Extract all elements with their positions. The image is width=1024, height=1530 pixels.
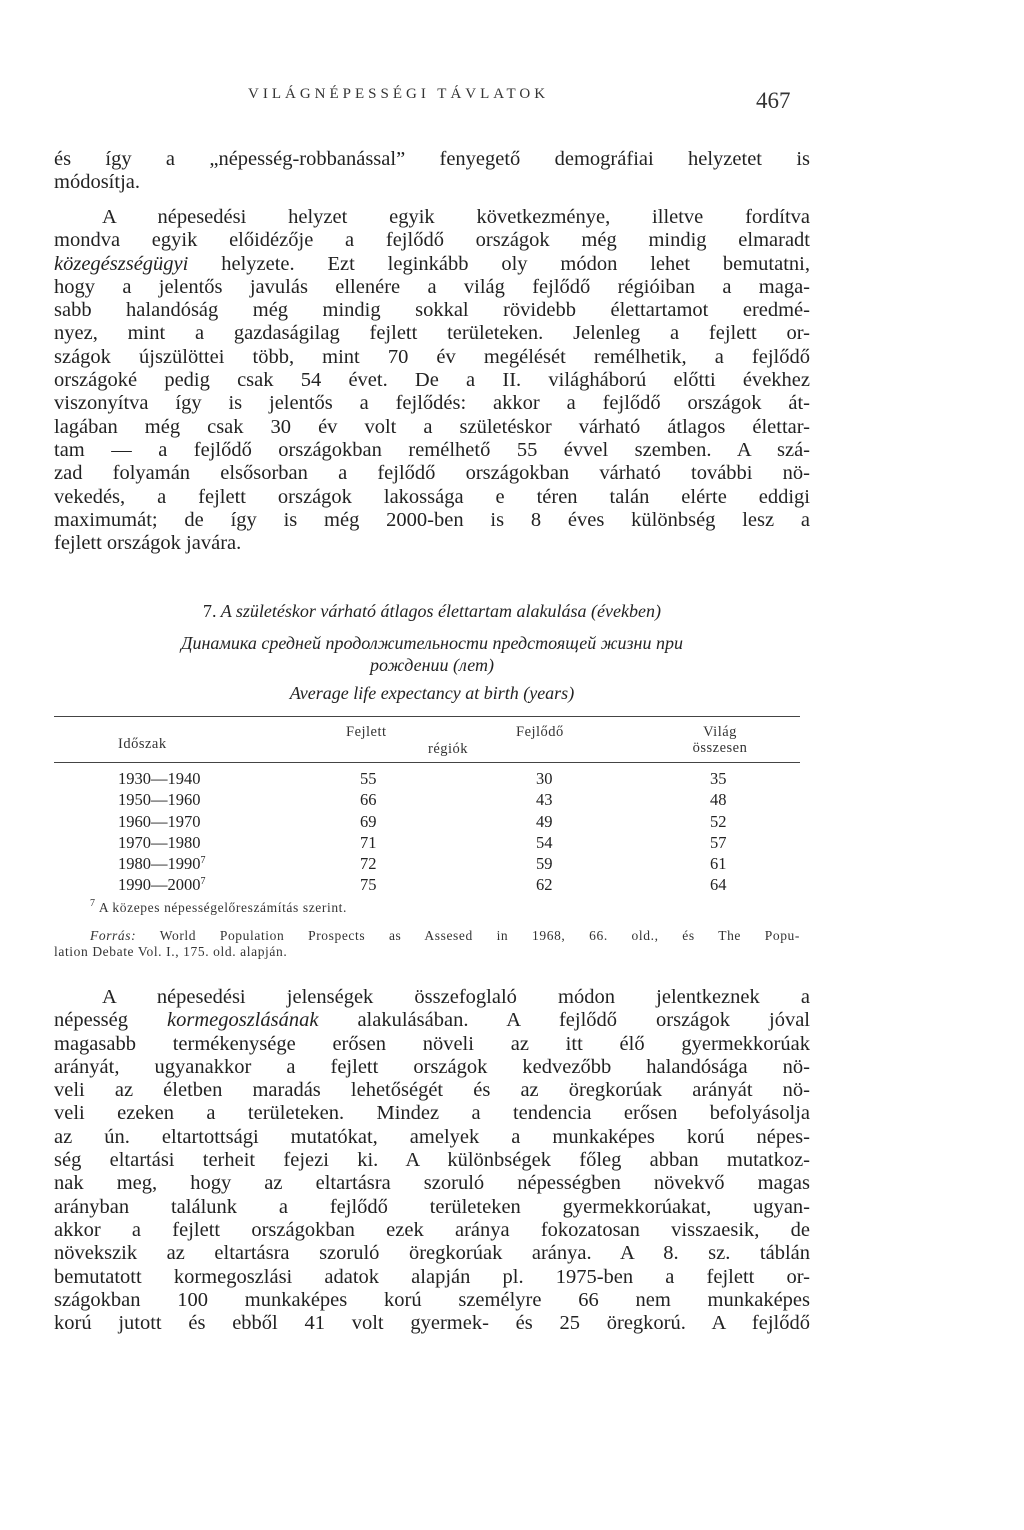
text-line: maximumát; de így is még 2000-ben is 8 éves különbség lesz a: [54, 508, 810, 531]
italic-term: kormegoszlásának: [167, 1009, 319, 1032]
text-line-rest: alakulásában. A fejlődő országok jóval: [318, 1009, 810, 1032]
column-header-world-line: Világ: [703, 724, 737, 740]
text-line: lagában még csak 30 év volt a születéskor várható átlagos élettar-: [54, 415, 810, 438]
period-footnote-mark: 7: [200, 876, 206, 888]
text-line: [54, 253, 810, 276]
text-line: nak meg, hogy az eltartásra szoruló népességben növekvő magas: [54, 1172, 810, 1195]
paragraph-2: [54, 206, 810, 555]
table-body: [54, 768, 800, 896]
table-row: [54, 789, 800, 810]
period-text: 1960—1970: [118, 811, 201, 831]
source-line: lation Debate Vol. I., 175. old. alapján.: [54, 944, 288, 959]
cell-world: 64: [710, 875, 727, 895]
column-header-regions: régiók: [428, 741, 469, 757]
table-source: [54, 928, 800, 960]
text-line-prefix: népesség: [54, 1009, 167, 1032]
text-line: vekedés, a fejlett országok lakossága e téren talán elérte eddigi: [54, 485, 810, 508]
paragraph-3: [54, 986, 810, 1335]
column-header-developed: Fejlett: [346, 724, 387, 740]
table-caption-russian: [54, 632, 810, 676]
text-line: fejlett országok javára.: [54, 532, 242, 555]
table-header-rule: [54, 762, 800, 763]
cell-world: 52: [710, 811, 727, 831]
table-footnote: [90, 900, 347, 916]
cell-developed: 55: [360, 769, 377, 788]
cell-period: [118, 832, 201, 853]
cell-world: 61: [710, 854, 727, 874]
text-line: arányát, ugyanakkor a fejlett országok kedvezőbb halandósága nö-: [54, 1055, 810, 1078]
period-text: 1990—2000: [118, 875, 201, 895]
cell-developing: 62: [536, 875, 553, 895]
text-line: és így a „népesség-robbanással” fenyegető demográfiai helyzetet is: [54, 148, 810, 170]
text-line: akkor a fejlett országokban ezek aránya fokozatosan visszaesik, de: [54, 1218, 810, 1241]
text-line: hogy a jelentős javulás ellenére a világ fejlődő régióiban a maga-: [54, 275, 810, 298]
table-row: [54, 853, 800, 874]
cell-developed: 71: [360, 832, 377, 852]
text-line: mondva egyik előidézője a fejlődő országok még mindig elmaradt: [54, 229, 810, 252]
cell-developing: 59: [536, 854, 553, 874]
text-line: magasabb termékenysége erősen növeli az itt élő gyermekkorúak: [54, 1032, 810, 1055]
text-line: veli ezeken a területeken. Mindez a tendencia erősen befolyásolja: [54, 1102, 810, 1125]
text-line-rest: helyzete. Ezt leginkább oly módon lehet bemutatni,: [188, 252, 810, 275]
text-line: korú jutott és ebből 41 volt gyermek- és 25 öregkorú. A fejlődő: [54, 1312, 810, 1335]
table-title-ru-line: рождении (лет): [369, 655, 495, 675]
text-line: ség eltartási terheit fejezi ki. A különbségek főleg abban mutatkoz-: [54, 1149, 810, 1172]
period-text: 1950—1960: [118, 790, 201, 810]
column-header-developing: Fejlődő: [516, 724, 564, 740]
footnote-text: A közepes népességelőreszámítás szerint.: [98, 900, 348, 915]
cell-developing: 30: [536, 769, 553, 788]
cell-developed: 69: [360, 811, 377, 831]
cell-developing: 43: [536, 790, 553, 810]
cell-period: [118, 874, 206, 895]
page-number: 467: [756, 88, 791, 113]
text-line: növekszik az eltartásra szoruló öregkorúak aránya. A 8. sz. táblán: [54, 1242, 810, 1265]
italic-term: közegészségügyi: [54, 252, 189, 275]
period-footnote-mark: 7: [200, 855, 206, 867]
cell-period: [118, 853, 206, 874]
running-head: VILÁGNÉPESSÉGI TÁVLATOK: [248, 86, 550, 102]
period-text: 1930—1940: [118, 769, 201, 788]
cell-developed: 66: [360, 790, 377, 810]
table-row: [54, 832, 800, 853]
text-line: A népesedési jelenségek összefoglaló módon jelentkeznek a: [102, 986, 810, 1008]
text-line: veli az életben maradás lehetőségét és az öregkorúak arányát nö-: [54, 1079, 810, 1102]
source-text: World Population Prospects as Assesed in 1968, 66. old., és The Popu-: [159, 928, 801, 943]
table-title-hu: A születéskor várható átlagos élettartam alakulása (években): [220, 601, 661, 621]
text-line: szágok újszülöttei több, mint 70 év megélését remélhetik, a fejlődő: [54, 345, 810, 368]
cell-period: [118, 789, 201, 810]
paragraph-1: [54, 148, 810, 195]
cell-world: 57: [710, 832, 727, 852]
table-row: [54, 768, 800, 789]
cell-developing: 49: [536, 811, 553, 831]
source-line: [54, 928, 800, 944]
table-row: [54, 874, 800, 895]
text-line: az ún. eltartottsági mutatókat, amelyek a munkaképes korú népes-: [54, 1125, 810, 1148]
cell-developed: 75: [360, 875, 377, 895]
table-number: 7.: [203, 601, 217, 621]
column-header-world: [670, 724, 770, 756]
source-label: Forrás:: [90, 928, 137, 943]
cell-developed: 72: [360, 854, 377, 874]
text-line: arányban találunk a fejlődő területeken gyermekkorúakat, ugyan-: [54, 1195, 810, 1218]
table-top-rule: [54, 716, 800, 717]
text-line: szágokban 100 munkaképes korú személyre 66 nem munkaképes: [54, 1288, 810, 1311]
footnote-mark: 7: [90, 898, 96, 909]
text-line: viszonyítva így is jelentős a fejlődés: akkor a fejlődő országok át-: [54, 392, 810, 415]
text-line: bemutatott kormegoszlási adatok alapján pl. 1975-ben a fejlett or-: [54, 1265, 810, 1288]
cell-developing: 54: [536, 832, 553, 852]
text-line: módosítja.: [54, 171, 140, 194]
table-title-ru-line: Динамика средней продолжительности предстоящей жизни при: [181, 633, 683, 653]
text-line: nyez, mint a gazdaságilag fejlett területeken. Jelenleg a fejlett or-: [54, 322, 810, 345]
period-text: 1970—1980: [118, 832, 201, 852]
column-header-world-line: összesen: [692, 740, 748, 756]
text-line: zad folyamán elsősorban a fejlődő országokban várható további nö-: [54, 462, 810, 485]
text-line: [54, 1009, 810, 1032]
column-header-period: Időszak: [118, 736, 167, 752]
table-row: [54, 811, 800, 832]
text-line: A népesedési helyzet egyik következménye, illetve fordítva: [102, 206, 810, 228]
table-caption-hungarian: [54, 600, 810, 622]
text-line: országoké pedig csak 54 évet. De a II. világháború előtti évekhez: [54, 369, 810, 392]
text-line: tam — a fejlődő országokban remélhető 55 évvel szemben. A szá-: [54, 438, 810, 461]
text-line: sabb halandóság még mindig sokkal rövidebb élettartamot eredmé-: [54, 299, 810, 322]
table-caption-english: Average life expectancy at birth (years): [289, 683, 575, 703]
cell-period: [118, 768, 201, 789]
cell-world: 48: [710, 790, 727, 810]
period-text: 1980—1990: [118, 854, 201, 874]
cell-period: [118, 811, 201, 832]
cell-world: 35: [710, 769, 727, 788]
